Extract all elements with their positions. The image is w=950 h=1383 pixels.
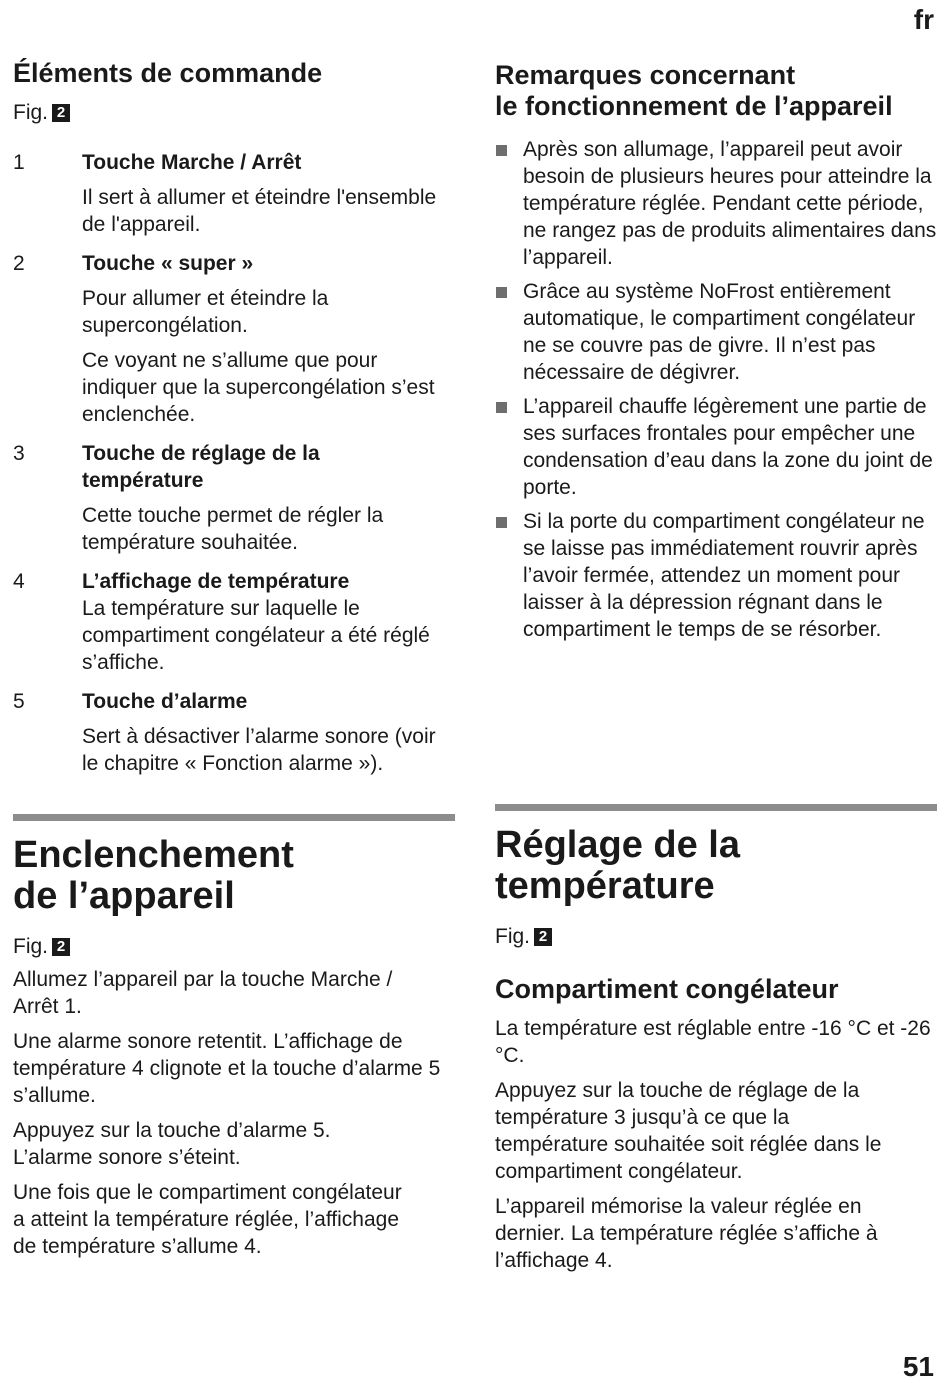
remarks-heading (495, 60, 937, 122)
list-item (495, 278, 937, 386)
item-description: La température sur laquelle le compartiment congélateur a été réglé s’affiche. (82, 597, 430, 674)
item-number: 5 (13, 690, 25, 713)
controls-heading: Éléments de commande (13, 58, 323, 88)
heading-line: Remarques concernant (495, 60, 796, 90)
control-item (13, 688, 455, 785)
item-number: 3 (13, 442, 25, 465)
controls-fig-ref (13, 99, 455, 126)
paragraph: La température est réglable entre -16 °C et -26 °C. (495, 1017, 931, 1067)
heading-line: de l’appareil (13, 875, 235, 917)
controls-section (13, 58, 455, 789)
item-title: Touche Marche / Arrêt (82, 151, 302, 174)
control-item (13, 250, 455, 436)
item-title: L’affichage de température (82, 570, 350, 593)
controls-list (13, 149, 455, 785)
fig-label: Fig. (13, 935, 49, 958)
bullet-square-icon (496, 145, 507, 156)
temperature-section (495, 804, 937, 1282)
bullet-text: Grâce au système NoFrost entièrement automatique, le compartiment congélateur ne se couvre pas de givre. Il n’est pas nécessaire de dégivrer. (523, 280, 916, 384)
control-item (13, 568, 455, 684)
temperature-fig-ref (495, 923, 937, 950)
paragraph: L’appareil mémorise la valeur réglée en dernier. La température réglée s’affiche à l’affichage 4. (495, 1195, 878, 1272)
item-description: Ce voyant ne s’allume que pour indiquer que la supercongélation s’est enclenchée. (82, 349, 435, 426)
item-description: Pour allumer et éteindre la supercongélation. (82, 287, 329, 337)
item-title: Touche de réglage de la température (82, 442, 320, 492)
paragraph: Une fois que le compartiment congélateur a atteint la température réglée, l’affichage de température s’allume 4. (13, 1181, 402, 1258)
item-description: Il sert à allumer et éteindre l'ensemble de l'appareil. (82, 186, 437, 236)
switch-on-heading (13, 835, 455, 917)
list-item (495, 393, 937, 501)
paragraph: Appuyez sur la touche d’alarme 5. L’alarme sonore s’éteint. (13, 1119, 331, 1169)
item-number: 4 (13, 570, 25, 593)
fig-number: 2 (534, 928, 552, 946)
fig-label: Fig. (13, 101, 49, 124)
fig-number: 2 (52, 938, 70, 956)
item-title: Touche « super » (82, 252, 254, 275)
paragraph: Appuyez sur la touche de réglage de la température 3 jusqu’à ce que la température souhaitée soit réglée dans le compartiment congélateur. (495, 1079, 882, 1183)
heading-line: Enclenchement (13, 834, 294, 876)
item-title: Touche d’alarme (82, 690, 248, 713)
remarks-list (495, 136, 937, 643)
bullet-text: Après son allumage, l’appareil peut avoir besoin de plusieurs heures pour atteindre la température réglée. Pendant cette période, ne rangez pas de produits alimentaires dans l’appareil. (523, 138, 937, 269)
item-description: Cette touche permet de régler la température souhaitée. (82, 504, 384, 554)
item-number: 2 (13, 252, 25, 275)
heading-line: le fonctionnement de l’appareil (495, 91, 893, 121)
list-item (495, 508, 937, 643)
temperature-heading (495, 825, 937, 907)
list-item (495, 136, 937, 271)
bullet-text: L’appareil chauffe légèrement une partie de ses surfaces frontales pour empêcher une condensation d’eau dans la zone du joint de porte. (523, 395, 933, 499)
fig-label: Fig. (495, 925, 531, 948)
remarks-section (495, 60, 937, 650)
freezer-subheading: Compartiment congélateur (495, 974, 839, 1004)
page-number: 51 (902, 1351, 934, 1382)
paragraph: Allumez l’appareil par la touche Marche / Arrêt 1. (13, 968, 393, 1018)
bullet-square-icon (496, 402, 507, 413)
switch-on-section (13, 814, 455, 1268)
bullet-square-icon (496, 517, 507, 528)
paragraph: Une alarme sonore retentit. L’affichage de température 4 clignote et la touche d’alarme 5 s’allume. (13, 1030, 441, 1107)
section-rule (495, 804, 937, 811)
bullet-text: Si la porte du compartiment congélateur ne se laisse pas immédiatement rouvrir après l’avoir fermée, attendez un moment pour laisser à la dépression régnant dans le compartiment le temps de se résorber. (523, 510, 925, 641)
fig-number: 2 (52, 104, 70, 122)
control-item (13, 149, 455, 246)
heading-line: température (495, 865, 715, 907)
bullet-square-icon (496, 287, 507, 298)
switch-on-fig-ref (13, 933, 455, 960)
heading-line: Réglage de la (495, 824, 740, 866)
section-rule (13, 814, 455, 821)
language-tag: fr (913, 4, 934, 35)
item-number: 1 (13, 151, 25, 174)
item-description: Sert à désactiver l’alarme sonore (voir le chapitre « Fonction alarme »). (82, 725, 436, 775)
control-item (13, 440, 455, 564)
